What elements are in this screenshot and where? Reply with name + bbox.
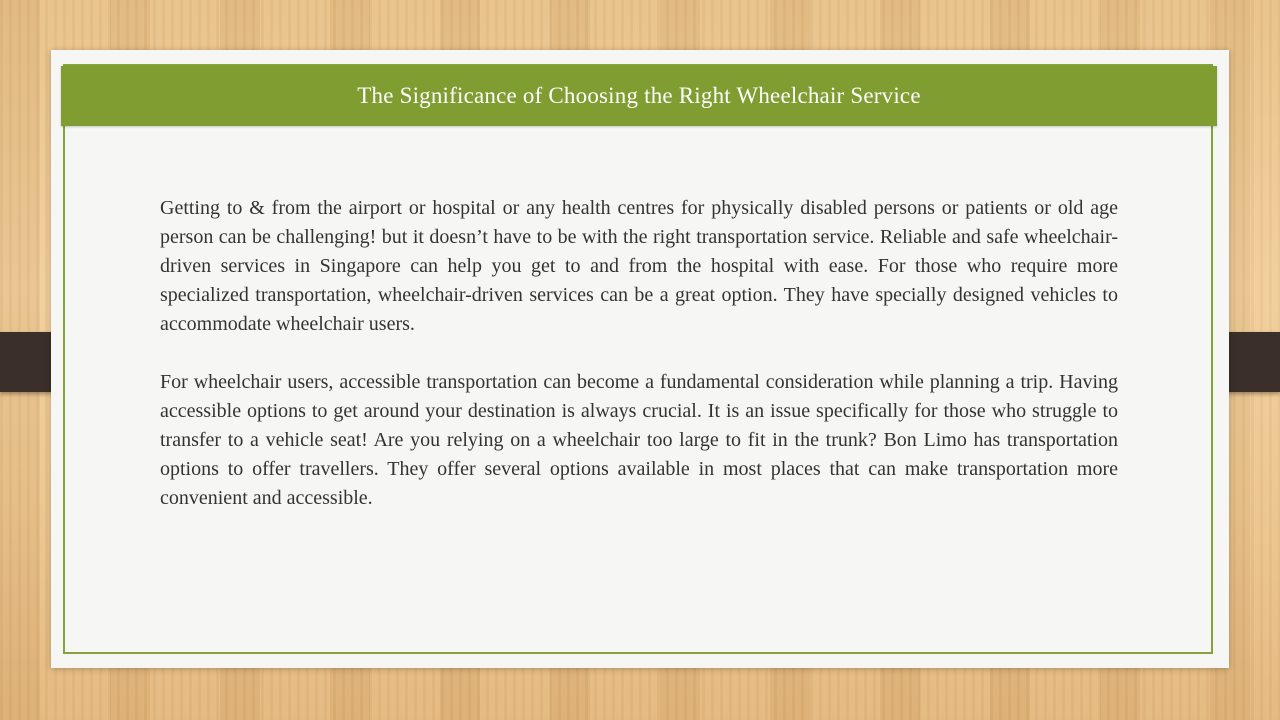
slide-body	[160, 194, 1118, 542]
title-bar	[61, 66, 1217, 126]
body-paragraph-2: For wheelchair users, accessible transportation can become a fundamental consideration while planning a trip. Having accessible options to get around your destination is always crucial. It is an issue specifically for those who struggle to transfer to a vehicle seat! Are you relying on a wheelchair too large to fit in the trunk? Bon Limo has transportation options to offer travellers. They offer several options available in most places that can make transportation more convenient and accessible.	[160, 371, 1118, 509]
body-paragraph-1: Getting to & from the airport or hospital or any health centres for physically disabled persons or patients or old age person can be challenging! but it doesn’t have to be with the right transportation service. Reliable and safe wheelchair-driven services in Singapore can help you get to and from the hospital with ease. For those who require more specialized transportation, wheelchair-driven services can be a great option. They have specially designed vehicles to accommodate wheelchair users.	[160, 197, 1118, 335]
slide-card	[51, 50, 1229, 668]
slide-title: The Significance of Choosing the Right Wheelchair Service	[357, 83, 921, 108]
